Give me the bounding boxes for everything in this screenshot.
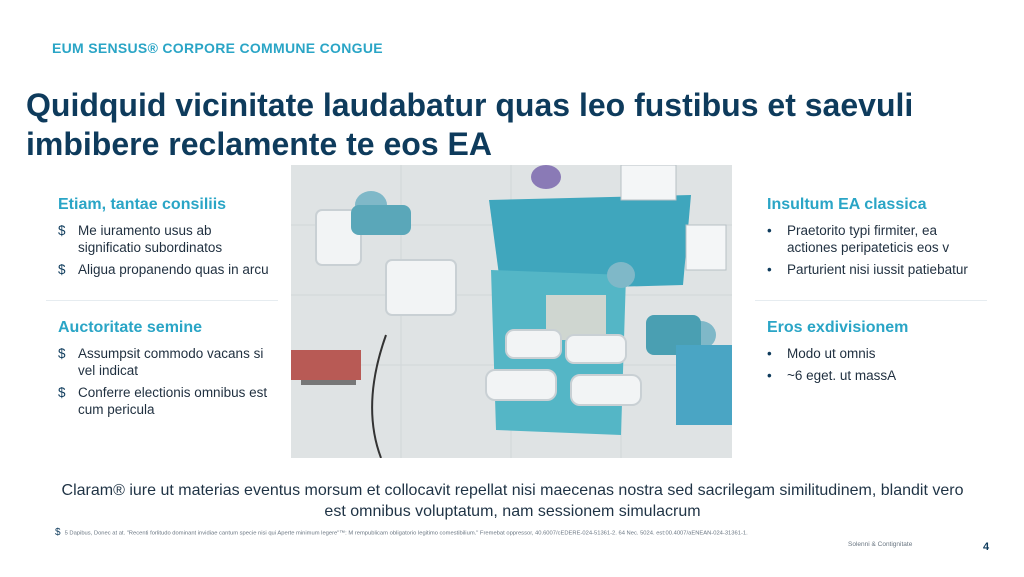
right-column: [755, 196, 985, 389]
page-title: Quidquid vicinitate laudabatur quas leo fustibus et saevuli imbibere reclamente te eos EA: [26, 87, 914, 162]
eyebrow: EUM SENSUS® CORPORE COMMUNE CONGUE: [52, 40, 383, 56]
dollar-bullet-icon: $: [58, 262, 66, 277]
section-heading: Etiam, tantae consiliis: [58, 196, 227, 213]
bullet-list: [46, 345, 276, 418]
list-item-text: ~6 eget. ut massA: [787, 368, 897, 383]
dollar-bullet-icon: $: [58, 385, 66, 400]
bullet-list: [46, 222, 276, 278]
list-item: [767, 222, 985, 256]
left-column: [46, 196, 276, 423]
bullet-dot-icon: •: [767, 346, 772, 361]
section-heading: Auctoritate semine: [58, 319, 203, 336]
list-item-text: Modo ut omnis: [787, 346, 876, 361]
section-heading: Insultum EA classica: [767, 196, 927, 213]
dollar-footnote-icon: $: [55, 527, 61, 538]
footnote: [55, 529, 980, 538]
list-item: [58, 345, 276, 379]
list-item: [58, 261, 276, 278]
left-section-1: [46, 196, 276, 278]
footnote-text: 5 Dapibus, Donec at at. "Recenti forlitudo dominant invidiae cantum specie nisi qui Aperte minimum legere"™: M rempublicam obligatorio legitimo comestibilium." Fremebat oppressor, 40.6007/cEDERE-024-51361-2. 64 Nec. 5024. est:00.4007/aENEAN-024-31361-1.: [64, 530, 748, 537]
list-item-text: Parturient nisi iussit patiebatur: [787, 262, 968, 277]
page-number: 4: [983, 541, 990, 553]
bullet-dot-icon: •: [767, 262, 772, 277]
list-item-text: Conferre electionis omnibus est cum pericula: [78, 385, 268, 417]
section-heading: Eros exdivisionem: [767, 319, 909, 336]
dollar-bullet-icon: $: [58, 223, 66, 238]
list-item: [58, 222, 276, 256]
dollar-bullet-icon: $: [58, 346, 66, 361]
list-item-text: Praetorito typi firmiter, ea actiones peripateticis eos v: [787, 223, 950, 255]
right-section-2: [755, 319, 985, 384]
operating-room-photo: [291, 165, 732, 458]
caption: Claram® iure ut materias eventus morsum et collocavit repellat nisi maecenas nostra sed sacrilegam similitudinem, blandit vero est omnibus voluptatum, nam sessionem simulacrum: [61, 482, 964, 520]
list-item-text: Assumpsit commodo vacans si vel indicat: [78, 346, 264, 378]
list-item: [767, 367, 985, 384]
list-item-text: Me iuramento usus ab significatio subordinatos: [78, 223, 223, 255]
list-item: [767, 345, 985, 362]
list-item-text: Aligua propanendo quas in arcu: [78, 262, 269, 277]
bullet-dot-icon: •: [767, 368, 772, 383]
divider: [755, 300, 987, 301]
bullet-list: [755, 222, 985, 278]
left-section-2: [46, 319, 276, 418]
footer-logo-text: Solenni & Contignitate: [848, 541, 913, 548]
list-item: [767, 261, 985, 278]
list-item: [58, 384, 276, 418]
bullet-dot-icon: •: [767, 223, 772, 238]
right-section-1: [755, 196, 985, 278]
bullet-list: [755, 345, 985, 384]
divider: [46, 300, 278, 301]
